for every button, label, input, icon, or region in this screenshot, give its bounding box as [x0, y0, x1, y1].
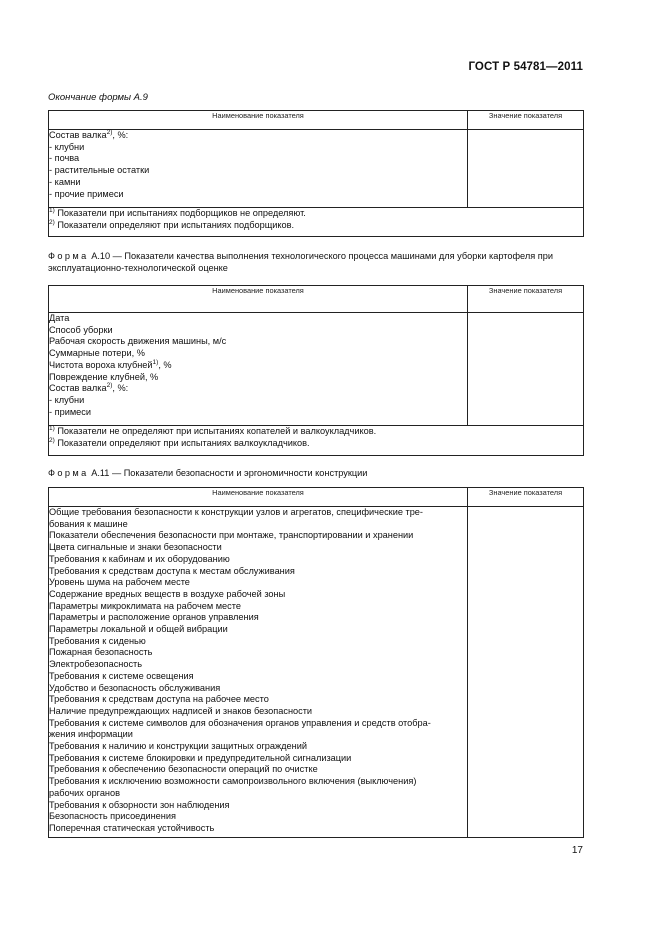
indicator-text: Повреждение клубней, % — [49, 371, 159, 382]
indicator-text: Общие требования безопасности к конструкции узлов и агрегатов, специфические тре- — [49, 507, 423, 517]
indicator-item — [49, 776, 467, 788]
form-a10-caption — [48, 250, 583, 274]
indicator-text: - растительные остатки — [49, 165, 150, 176]
indicator-text: Требования к средствам доступа на рабочее место — [49, 694, 269, 705]
indicator-text: - примеси — [49, 406, 91, 417]
form-word: Форма — [48, 251, 89, 261]
indicator-text: рабочих органов — [49, 787, 120, 798]
indicator-text: - клубни — [49, 394, 85, 405]
indicator-text: Чистота вороха клубней — [49, 359, 153, 370]
indicator-text: Суммарные потери, % — [49, 348, 145, 359]
indicator-item — [49, 706, 467, 718]
indicator-text: Безопасность присоединения — [49, 811, 176, 822]
indicator-item — [49, 612, 467, 624]
indicator-unit: , % — [158, 359, 172, 370]
form-title: А.11 — Показатели безопасности и эргономичности конструкции — [88, 468, 368, 478]
indicator-text: Электробезопасность — [49, 659, 143, 670]
indicator-text: жения информации — [49, 729, 133, 740]
indicator-text: Требования к кабинам и их оборудованию — [49, 553, 230, 564]
indicator-text: Требования к обеспечению безопасности операций по очистке — [49, 764, 318, 775]
footnote — [49, 438, 583, 450]
table-footnotes — [49, 208, 584, 237]
column-header-value: Значение показателя — [468, 111, 584, 130]
indicator-text: Способ уборки — [49, 324, 113, 335]
indicator-text: Состав валка — [49, 383, 107, 394]
indicator-item — [49, 741, 467, 753]
indicator-item — [49, 507, 467, 519]
indicator-text: Требования к исключению возможности самопроизвольного включения (выключения) — [49, 776, 417, 787]
indicator-item — [49, 542, 467, 554]
indicator-item — [49, 383, 467, 395]
column-header-value: Значение показателя — [468, 488, 584, 507]
table-footnotes — [49, 426, 584, 456]
indicator-text: Поперечная статическая устойчивость — [49, 822, 215, 833]
indicator-text: Параметры микроклимата на рабочем месте — [49, 600, 241, 611]
indicator-item — [49, 130, 467, 142]
indicator-text: Параметры локальной и общей вибрации — [49, 624, 228, 635]
indicator-text: Требования к наличию и конструкции защитных ограждений — [49, 741, 307, 752]
form-a9-ending-caption: Окончание формы А.9 — [48, 92, 148, 103]
form-word: Форма — [48, 468, 89, 478]
indicator-item — [49, 142, 467, 154]
column-header-name: Наименование показателя — [49, 286, 468, 313]
indicator-item — [49, 823, 467, 835]
footnote-mark: 2) — [49, 436, 55, 444]
indicator-unit: , %: — [112, 383, 129, 394]
indicator-item — [49, 325, 467, 337]
footnote-mark: 1) — [152, 358, 159, 366]
page-number: 17 — [571, 845, 583, 856]
indicator-item — [49, 753, 467, 765]
indicator-item — [49, 718, 467, 730]
indicator-item — [49, 177, 467, 189]
indicator-item — [49, 336, 467, 348]
indicator-item — [49, 153, 467, 165]
indicator-item — [49, 800, 467, 812]
indicator-item — [49, 395, 467, 407]
indicator-unit: , %: — [112, 130, 129, 140]
indicator-item — [49, 407, 467, 419]
indicator-item — [49, 313, 467, 325]
column-header-value: Значение показателя — [468, 286, 584, 313]
indicator-text: Требования к сиденью — [49, 635, 146, 646]
indicator-text: Параметры и расположение органов управления — [49, 612, 259, 623]
form-a11-caption — [48, 467, 583, 479]
indicator-list — [49, 507, 468, 838]
indicator-item — [49, 189, 467, 201]
footnote-mark: 1) — [49, 207, 55, 214]
column-header-name: Наименование показателя — [49, 111, 468, 130]
document-number: ГОСТ Р 54781—2011 — [468, 61, 583, 73]
indicator-item — [49, 729, 467, 741]
indicator-text: Показатели обеспечения безопасности при монтаже, транспортировании и хранении — [49, 530, 414, 541]
indicator-text: Дата — [49, 313, 70, 323]
indicator-text: - прочие примеси — [49, 188, 124, 199]
indicator-item — [49, 671, 467, 683]
indicator-text: Состав валка — [49, 130, 107, 140]
value-cell — [468, 507, 584, 838]
indicator-list — [49, 130, 468, 208]
indicator-item — [49, 788, 467, 800]
indicator-text: Содержание вредных веществ в воздухе рабочей зоны — [49, 588, 286, 599]
indicator-item — [49, 554, 467, 566]
form-title: А.10 — Показатели качества выполнения технологического процесса машинами для уборки картофеля при эксплуатационно-технологической оценке — [48, 251, 553, 273]
indicator-item — [49, 566, 467, 578]
indicator-item — [49, 360, 467, 372]
indicator-item — [49, 530, 467, 542]
value-cell — [468, 313, 584, 426]
indicator-item — [49, 577, 467, 589]
footnote — [49, 426, 583, 438]
form-a9-table — [48, 110, 584, 237]
indicator-text: - почва — [49, 153, 80, 164]
indicator-item — [49, 694, 467, 706]
value-cell — [468, 130, 584, 208]
column-header-name: Наименование показателя — [49, 488, 468, 507]
indicator-item — [49, 764, 467, 776]
footnote-mark: 1) — [49, 425, 55, 432]
indicator-text: Рабочая скорость движения машины, м/с — [49, 336, 227, 347]
indicator-item — [49, 659, 467, 671]
footnote-mark: 2) — [106, 129, 113, 136]
footnote-text: Показатели определяют при испытаниях валкоукладчиков. — [54, 437, 310, 448]
indicator-text: Наличие предупреждающих надписей и знаков безопасности — [49, 705, 313, 716]
indicator-text: Требования к средствам доступа к местам обслуживания — [49, 565, 295, 576]
footnote — [49, 220, 583, 232]
indicator-text: Цвета сигнальные и знаки безопасности — [49, 542, 222, 553]
indicator-item — [49, 624, 467, 636]
indicator-text: Требования к системе освещения — [49, 670, 194, 681]
indicator-item — [49, 601, 467, 613]
indicator-text: бования к машине — [49, 518, 128, 529]
indicator-list — [49, 313, 468, 426]
indicator-item — [49, 811, 467, 823]
footnote-text: Показатели определяют при испытаниях подборщиков. — [54, 219, 295, 230]
footnote-mark: 2) — [49, 218, 55, 226]
indicator-text: Уровень шума на рабочем месте — [49, 577, 190, 588]
indicator-text: Требования к системе символов для обозначения органов управления и средств отобра- — [49, 717, 431, 728]
indicator-item — [49, 647, 467, 659]
indicator-text: - клубни — [49, 141, 85, 152]
indicator-item — [49, 519, 467, 531]
footnote — [49, 208, 583, 220]
indicator-item — [49, 636, 467, 648]
indicator-text: - камни — [49, 176, 81, 187]
footnote-text: Показатели при испытаниях подборщиков не определяют. — [54, 208, 306, 218]
indicator-text: Пожарная безопасность — [49, 647, 153, 658]
form-a10-table — [48, 285, 584, 456]
indicator-text: Удобство и безопасность обслуживания — [49, 682, 221, 693]
footnote-text: Показатели не определяют при испытаниях копателей и валкоукладчиков. — [54, 426, 377, 436]
indicator-item — [49, 589, 467, 601]
indicator-item — [49, 165, 467, 177]
indicator-text: Требования к обзорности зон наблюдения — [49, 799, 230, 810]
form-a11-table — [48, 487, 584, 838]
footnote-mark: 2) — [106, 382, 113, 390]
indicator-item — [49, 683, 467, 695]
indicator-item — [49, 348, 467, 360]
indicator-text: Требования к системе блокировки и предупредительной сигнализации — [49, 752, 352, 763]
